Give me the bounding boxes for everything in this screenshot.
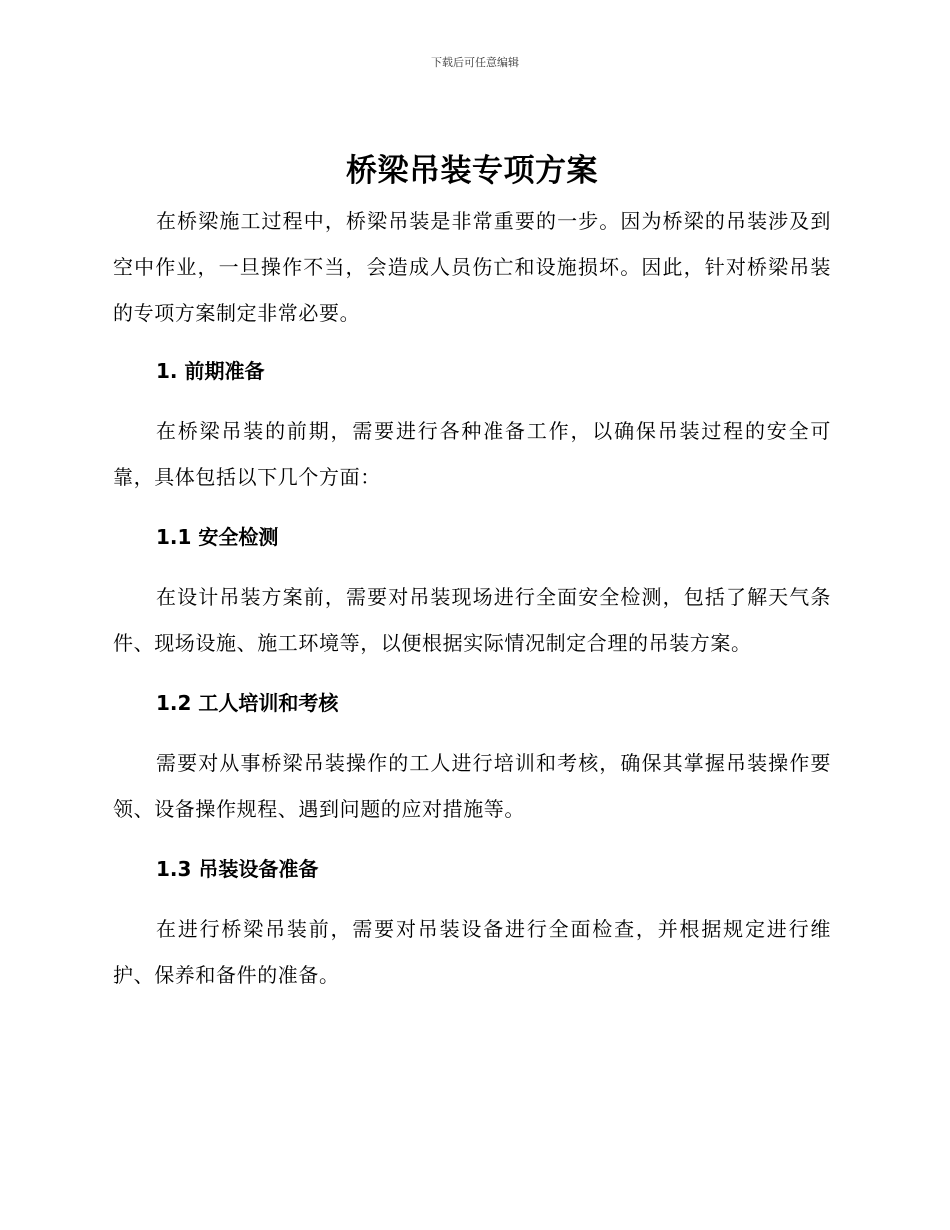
section-heading-1-1: 1.1 安全检测	[156, 525, 279, 549]
document-body	[113, 148, 831, 998]
section-text-1-3: 在进行桥梁吊装前，需要对吊装设备进行全面检查，并根据规定进行维护、保养和备件的准备。	[113, 917, 831, 987]
section-heading-1-2: 1.2 工人培训和考核	[156, 691, 339, 715]
section-text-1: 在桥梁吊装的前期，需要进行各种准备工作，以确保吊装过程的安全可靠，具体包括以下几个方面：	[113, 419, 831, 489]
section-text-1-2: 需要对从事桥梁吊装操作的工人进行培训和考核，确保其掌握吊装操作要领、设备操作规程、遇到问题的应对措施等。	[113, 751, 831, 821]
header-note: 下载后可任意编辑	[431, 56, 519, 69]
section-text-1-1: 在设计吊装方案前，需要对吊装现场进行全面安全检测，包括了解天气条件、现场设施、施工环境等，以便根据实际情况制定合理的吊装方案。	[113, 585, 831, 655]
document-title: 桥梁吊装专项方案	[346, 153, 598, 189]
intro-paragraph: 在桥梁施工过程中，桥梁吊装是非常重要的一步。因为桥梁的吊装涉及到空中作业，一旦操作不当，会造成人员伤亡和设施损坏。因此，针对桥梁吊装的专项方案制定非常必要。	[113, 209, 831, 325]
section-heading-1: 1. 前期准备	[156, 359, 265, 383]
section-heading-1-3: 1.3 吊装设备准备	[156, 857, 319, 881]
